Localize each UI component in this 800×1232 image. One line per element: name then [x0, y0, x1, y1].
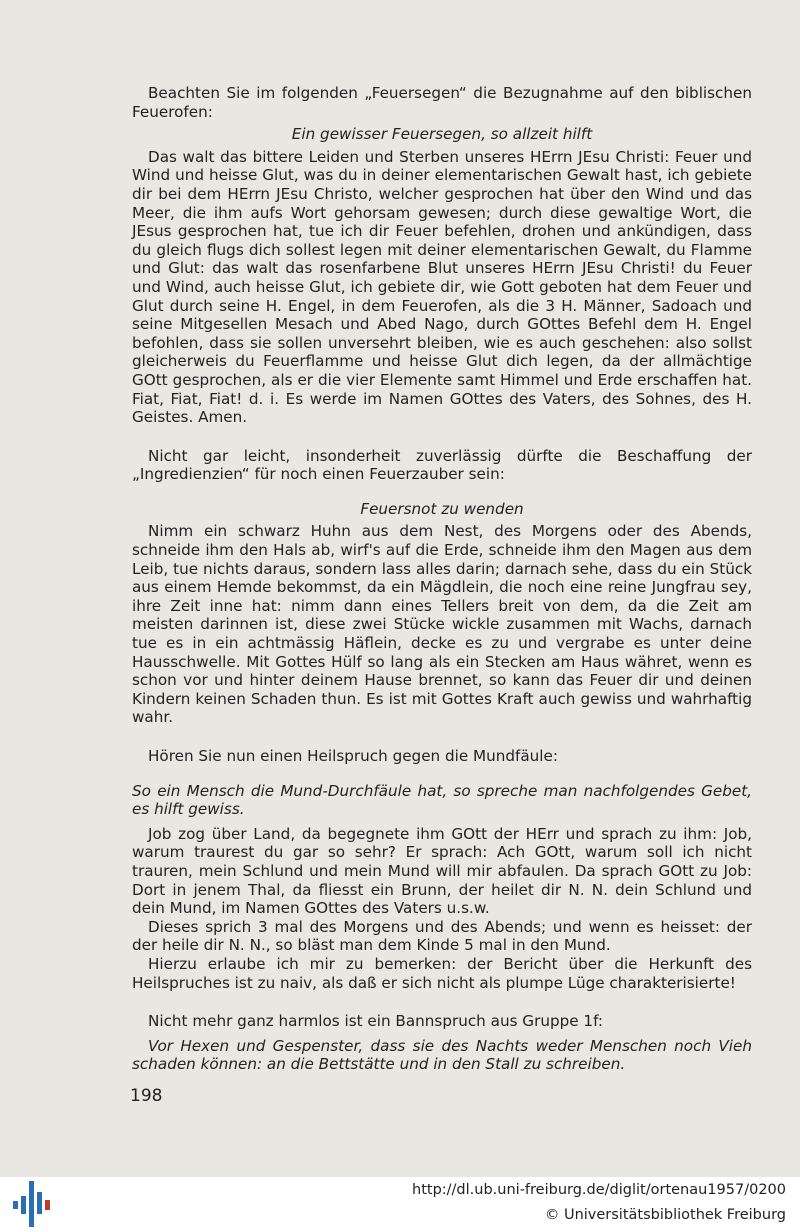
- paragraph: Nimm ein schwarz Huhn aus dem Nest, des Morgens oder des Abends, schneide ihm den Hals ab, wirf's auf die Erde, schneide ihm den Magen aus dem Leib, tue nichts daraus, sondern lass alles darin; darnach sehe, dass du ein Stück aus einem Hemde bekommst, da ein Mägdlein, die noch eine reine Jungfrau sey, ihre Zeit inne hat: nimm dann eines Tellers breit von dem, da die Zeit am meisten darinnen ist, diese zwei Stücke wickle zusammen mit Wachs, darnach tue es in ein achtmässig Häflein, decke es zu und vergrabe es unter deine Hausschwelle. Mit Gottes Hülf so lang als ein Stecken am Haus währet, wenn es schon vor und hinter deinem Hause brennet, so kann das Feuer dir und deinen Kindern keinen Schaden thun. Es ist mit Gottes Kraft auch gewiss und wahrhaftig wahr.: [132, 522, 752, 727]
- source-url-link[interactable]: http://dl.ub.uni-freiburg.de/diglit/ortenau1957/0200: [412, 1182, 786, 1198]
- paragraph: Nicht mehr ganz harmlos ist ein Bannspruch aus Gruppe 1f:: [148, 1012, 603, 1031]
- paragraph: Das walt das bittere Leiden und Sterben unseres HErrn JEsu Christi: Feuer und Wind und heisse Glut, was du in deiner elementarischen Gewalt hast, ich gebiete dir bei dem HErrn JEsu Christo, welcher gesprochen hat über den Wind und das Meer, die ihm aufs Wort gehorsam gewesen; durch diese gewaltige Wort, die JEsus gesprochen hat, tue ich dir Feuer befehlen, drohen und ankündigen, dass du gleich flugs dich sollest legen mit deiner elementarischen Gewalt, du Flamme und Glut: das walt das rosenfarbene Blut unseres HErrn JEsu Christi! du Feuer und Wind, auch heisse Glut, ich gebiete dir, wie Gott geboten hat dem Feuer und Glut durch seine H. Engel, in dem Feuerofen, als die 3 H. Männer, Sadoach und seine Mitgesellen Mesach und Abed Nago, durch GOttes Befehl dem H. Engel befohlen, dass sie sollen unversehrt bleiben, wie es auch geschehen: also sollst gleicherweis du Feuerflamme und heisse Glut dich legen, da der allmächtige GOtt gesprochen, als er die vier Elemente samt Himmel und Erde erschaffen hat. Fiat, Fiat, Fiat! d. i. Es werde im Namen GOttes des Vaters, des Sohnes, des H. Geistes. Amen.: [132, 147, 752, 427]
- ub-freiburg-logo-icon: [12, 1181, 52, 1227]
- paragraph: Beachten Sie im folgenden „Feuersegen“ die Bezugnahme auf den biblischen Feuerofen:: [132, 84, 752, 121]
- paragraph: Dieses sprich 3 mal des Morgens und des Abends; und wenn es heisset: der der heile dir N. N., so bläst man dem Kinde 5 mal in den Mund.: [132, 917, 752, 955]
- italic-paragraph: Vor Hexen und Gespenster, dass sie des Nachts weder Menschen noch Vieh schaden können: an die Bettstätte und in den Stall zu schreiben.: [132, 1036, 752, 1074]
- footer-bar: [0, 1177, 800, 1232]
- copyright-text: © Universitätsbibliothek Freiburg: [544, 1207, 786, 1223]
- italic-paragraph: So ein Mensch die Mund-Durchfäule hat, so spreche man nachfolgendes Gebet, es hilft gewiss.: [132, 781, 752, 819]
- page-number: 198: [130, 1086, 163, 1106]
- paragraph: Job zog über Land, da begegnete ihm GOtt der HErr und sprach zu ihm: Job, warum traurest du gar so sehr? Er sprach: Ach GOtt, warum soll ich nicht trauren, mein Schlund und mein Mund will mir abfaulen. Da sprach GOtt zu Job: Dort in jenem Thal, da fliesst ein Brunn, der heilet dir N. N. dein Schlund und dein Mund, im Namen GOttes des Vaters u.s.w.: [132, 824, 752, 918]
- paragraph: Hören Sie nun einen Heilspruch gegen die Mundfäule:: [148, 747, 558, 765]
- page-body-text: [132, 84, 752, 1074]
- paragraph: Hierzu erlaube ich mir zu bemerken: der Bericht über die Herkunft des Heilspruches ist zu naiv, als daß er sich nicht als plumpe Lüge charakterisierte!: [132, 954, 752, 992]
- section-heading: Feuersnot zu wenden: [360, 499, 524, 518]
- section-heading: Ein gewisser Feuersegen, so allzeit hilft: [291, 125, 593, 144]
- paragraph: Nicht gar leicht, insonderheit zuverlässig dürfte die Beschaffung der „Ingredienzien“ für noch einen Feuerzauber sein:: [132, 446, 752, 484]
